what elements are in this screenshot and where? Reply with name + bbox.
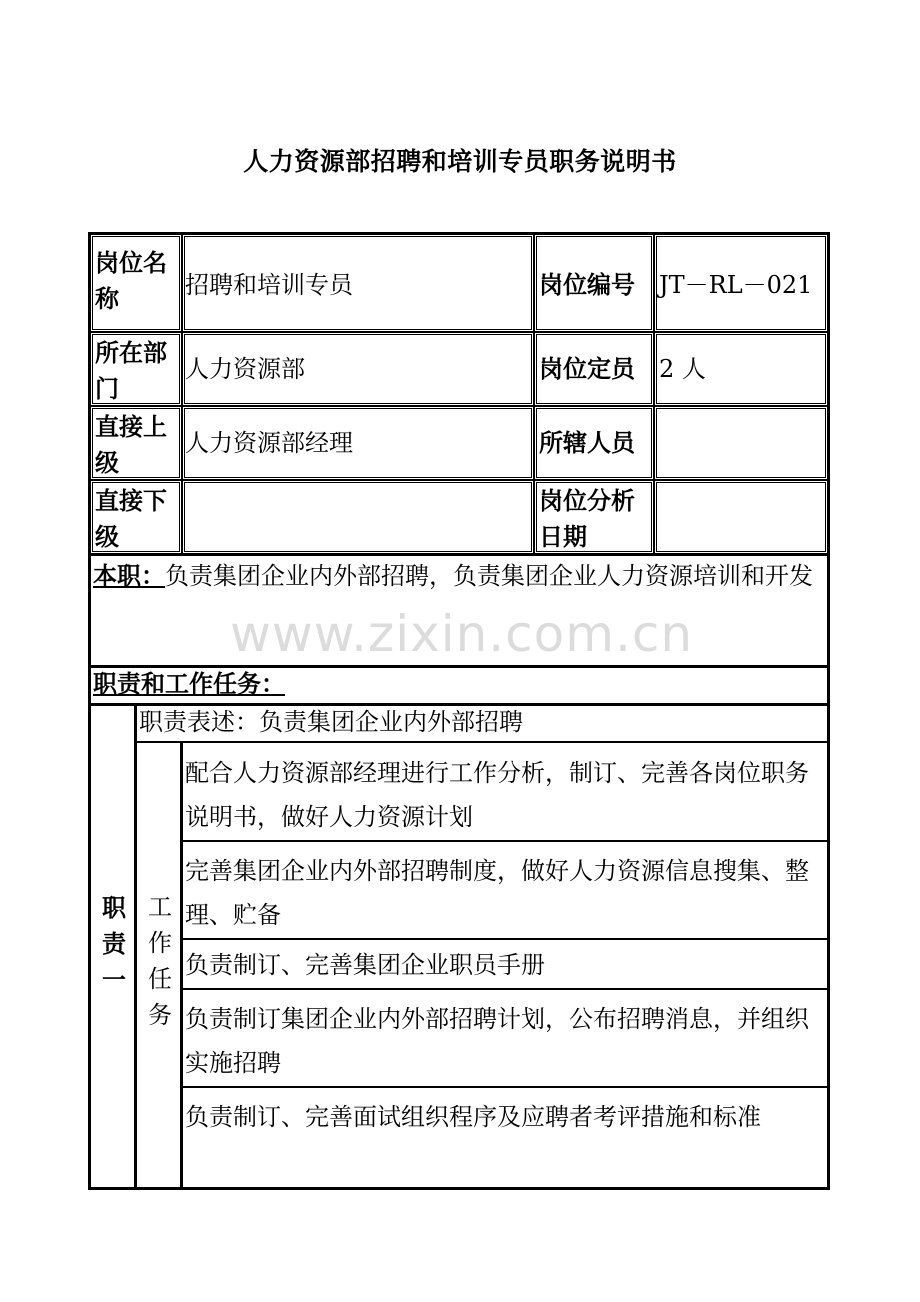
duty-text: 负责集团企业内外部招聘，负责集团企业人力资源培训和开发 xyxy=(165,562,813,590)
cell-label-subordinates xyxy=(534,406,654,480)
group-label: 职责一 xyxy=(102,894,126,994)
headcount-value: 2 人 xyxy=(659,355,706,383)
cell-post-code xyxy=(654,234,828,332)
post-name-value: 招聘和培训专员 xyxy=(185,271,353,299)
task-text: 负责制订集团企业内外部招聘计划，公布招聘消息，并组织实施招聘 xyxy=(185,1005,809,1077)
supervisor-value: 人力资源部经理 xyxy=(185,429,353,457)
task-text: 负责制订、完善集团企业职员手册 xyxy=(185,951,545,979)
cell-label-supervisor xyxy=(90,406,182,480)
subordinates-label: 所辖人员 xyxy=(539,429,635,457)
post-code-label: 岗位编号 xyxy=(539,271,635,299)
cell-department xyxy=(182,332,534,406)
cell-responsibilities-header xyxy=(90,666,828,704)
post-name-label: 岗位名称 xyxy=(95,249,167,313)
post-code-value: JT－RL－021 xyxy=(659,271,813,299)
cell-subordinates xyxy=(654,406,828,480)
cell-analysis-date xyxy=(654,480,828,554)
task-text: 配合人力资源部经理进行工作分析，制订、完善各岗位职务说明书，做好人力资源计划 xyxy=(185,759,809,831)
task-row xyxy=(182,1086,828,1188)
cell-group-label xyxy=(90,704,136,1188)
watermark: www.zixin.com.cn xyxy=(230,605,694,663)
analysis-date-label: 岗位分析日期 xyxy=(539,487,635,551)
task-label: 工作任务 xyxy=(148,893,172,1029)
cell-duty xyxy=(90,554,828,666)
cell-task-label xyxy=(136,742,182,1188)
cell-label-department xyxy=(90,332,182,406)
document-title: 人力资源部招聘和培训专员职务说明书 xyxy=(243,147,677,176)
department-label: 所在部门 xyxy=(95,339,167,403)
task-row xyxy=(182,938,828,990)
cell-supervisor xyxy=(182,406,534,480)
headcount-label: 岗位定员 xyxy=(539,355,635,383)
cell-post-name xyxy=(182,234,534,332)
task-text: 负责制订、完善面试组织程序及应聘者考评措施和标准 xyxy=(185,1103,761,1131)
task-row xyxy=(182,840,828,940)
cell-headcount xyxy=(654,332,828,406)
task-row xyxy=(182,742,828,842)
cell-statement xyxy=(136,704,828,742)
duty-paragraph xyxy=(93,558,828,594)
statement-text: 职责表述：负责集团企业内外部招聘 xyxy=(139,708,523,736)
cell-direct-report xyxy=(182,480,534,554)
duty-label: 本职： xyxy=(93,562,165,590)
task-row xyxy=(182,988,828,1088)
supervisor-label: 直接上级 xyxy=(95,413,167,477)
department-value: 人力资源部 xyxy=(185,355,305,383)
cell-label-post-name xyxy=(90,234,182,332)
responsibilities-header: 职责和工作任务： xyxy=(93,670,285,698)
direct-report-label: 直接下级 xyxy=(95,487,167,551)
cell-label-direct-report xyxy=(90,480,182,554)
task-text: 完善集团企业内外部招聘制度，做好人力资源信息搜集、整理、贮备 xyxy=(185,857,809,929)
cell-label-post-code xyxy=(534,234,654,332)
cell-label-headcount xyxy=(534,332,654,406)
job-description-table xyxy=(88,232,830,1190)
cell-label-analysis-date xyxy=(534,480,654,554)
